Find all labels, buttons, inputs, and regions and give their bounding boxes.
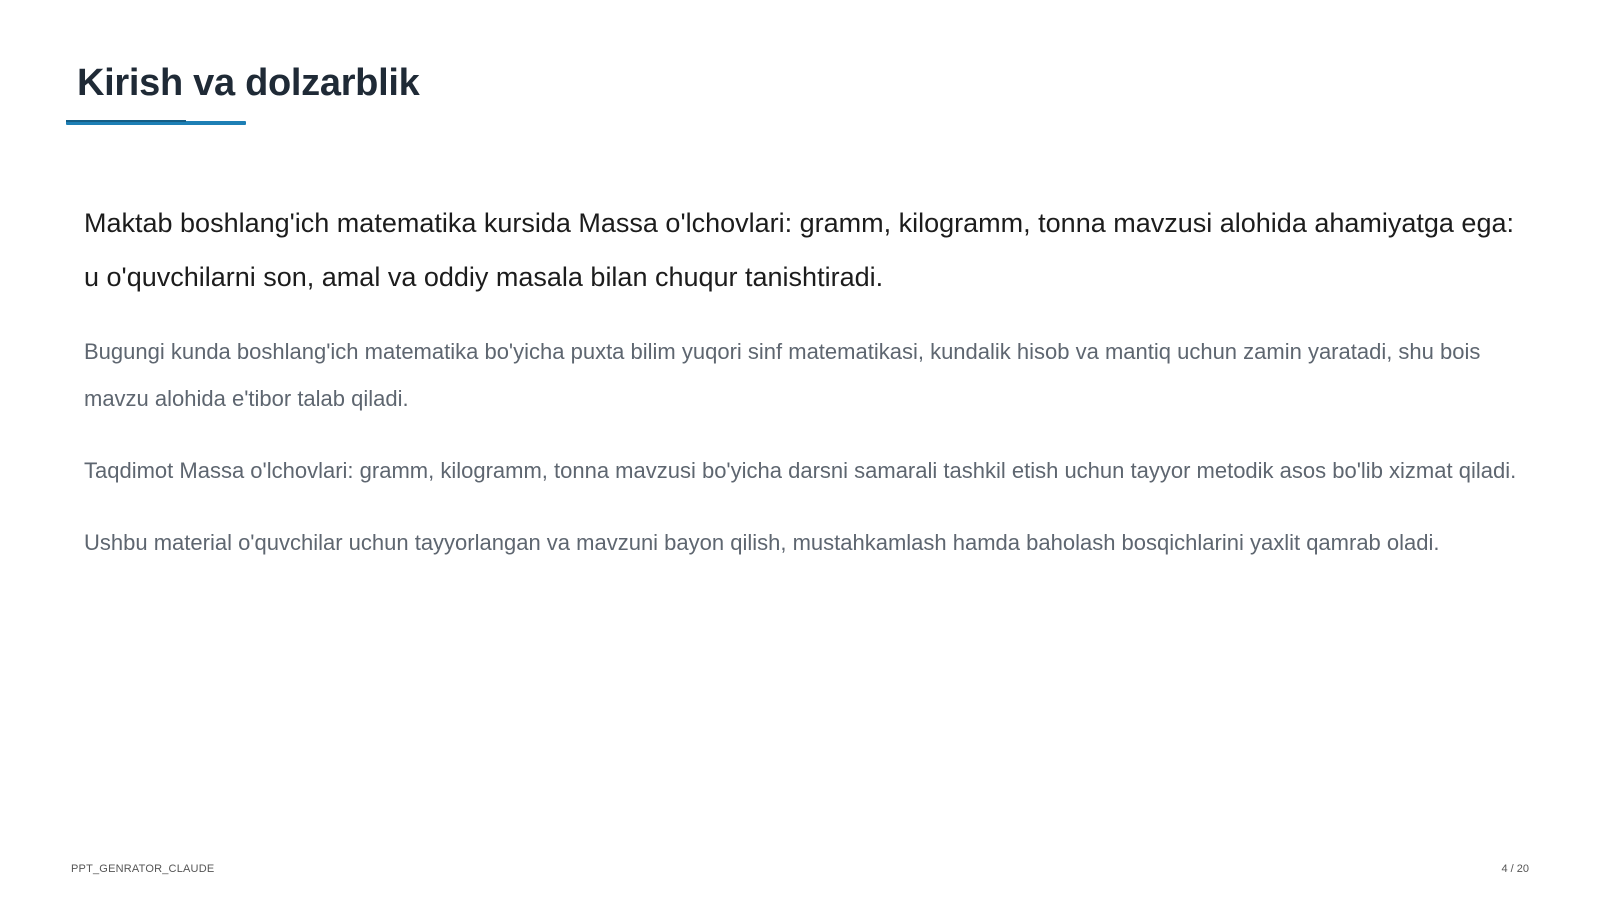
slide-title: Kirish va dolzarblik <box>77 62 420 104</box>
body-paragraph-3: Ushbu material o'quvchilar uchun tayyorlangan va mavzuni bayon qilish, mustahkamlash hamda baholash bosqichlarini yaxlit qamrab oladi. <box>84 530 1440 555</box>
body-paragraph-2: Taqdimot Massa o'lchovlari: gramm, kilogramm, tonna mavzusi bo'yicha darsni samarali tashkil etish uchun tayyor metodik asos bo'lib xizmat qiladi. <box>84 458 1517 483</box>
footer-label: PPT_GENRATOR_CLAUDE <box>71 863 215 875</box>
lead-paragraph: Maktab boshlang'ich matematika kursida Massa o'lchovlari: gramm, kilogramm, tonna mavzusi alohida ahamiyatga ega: u o'quvchilarni son, amal va oddiy masala bilan chuqur tanishtiradi. <box>84 208 1514 292</box>
slide-content <box>84 196 1524 591</box>
page-number: 4 / 20 <box>1501 863 1529 875</box>
body-paragraph-1: Bugungi kunda boshlang'ich matematika bo'yicha puxta bilim yuqori sinf matematikasi, kundalik hisob va mantiq uchun zamin yaratadi, shu bois mavzu alohida e'tibor talab qiladi. <box>84 339 1481 411</box>
title-underline-accent <box>66 120 186 122</box>
